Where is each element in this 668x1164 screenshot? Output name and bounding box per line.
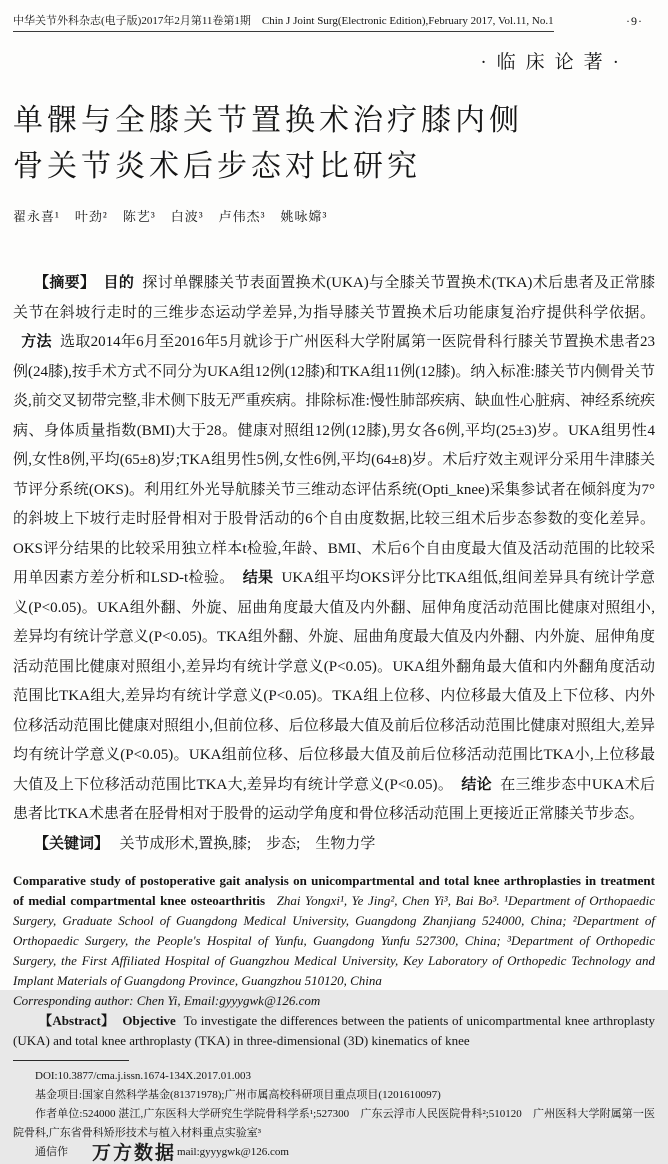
english-title: Comparative study of postoperative gait analysis on unicompartmental and total knee arthroplasties in treatment of medial compartmental knee osteoarthritis — [13, 873, 655, 908]
results-text: UKA组平均OKS评分比TKA组低,组间差异具有统计学意义(P<0.05)。UKA组外翻、外旋、屈曲角度最大值及内外翻、屈伸角度活动范围比健康对照组小,差异均有统计学意义(P<0.05)。TKA组外翻、外旋、屈曲角度最大值及内外翻、内外旋、屈伸角度活动范围比健康对照组小,差异均有统计学意义(P<0.05)。UKA组外翻角最大值和内外翻角度活动范围比TKA组大,差异均有统计学意义(P<0.05)。TKA组上位移、内位移最大值及上下位移、内外位移活动范围比健康对照组小,但前位移、后位移最大值及前后位移活动范围比健康对照组大,差异均有统计学意义(P<0.05)。UKA组前位移、后位移最大值及前后位移活动范围比TKA小,上位移最大值及上下位移活动范围比TKA大,差异均有统计学意义(P<0.05)。 — [13, 570, 655, 793]
english-affiliations: ¹Department of Orthopaedic Surgery, Graduate School of Guangdong Medical University, Guangdong Zhanjiang 524000, China; ²Department of Orthopaedic Surgery, the People's Hospital of Yunfu, Guangdong Yunfu 527300, China; ³Department of Orthopedic Surgery, the First Affiliated Hospital of Guangzhou Medical University, Key Laboratory of Orthopedic Technology and Implant Materials of Guangdong Province, Guangzhou 510120, China — [13, 893, 655, 988]
fund-line: 基金项目:国家自然科学基金(81371978);广州市属高校科研项目重点项目(1201610097) — [35, 1089, 441, 1101]
keywords-label: 【关键词】 — [34, 835, 110, 852]
conclusion-text: 在三维步态中UKA术后患者比TKA术患者在胫骨相对于股骨的运动学角度和骨位移活动范围上更接近正常膝关节步态。 — [13, 776, 655, 822]
chinese-abstract — [13, 269, 655, 830]
author: 姚咏嫦³ — [280, 209, 328, 224]
english-block — [13, 871, 655, 1051]
corresponding-prefix: 通信作 — [35, 1146, 68, 1158]
abstract-label: 【摘要】 — [34, 275, 96, 291]
results-label: 结果 — [242, 570, 274, 586]
english-objective-label: Objective — [122, 1013, 176, 1028]
conclusion-label: 结论 — [461, 776, 492, 793]
english-authors: Zhai Yongxi¹, Ye Jing², Chen Yi³, Bai Bo³. — [276, 893, 500, 908]
objective-label: 目的 — [103, 275, 135, 291]
corresponding-contact-line — [13, 1143, 655, 1163]
objective-text: 探讨单髁膝关节表面置换术(UKA)与全膝关节置换术(TKA)术后患者及正常膝关节在斜坡行走时的三维步态运动学差异,为指导膝关节置换术后功能康复治疗提供科学依据。 — [13, 275, 655, 321]
article-title-line-2: 骨关节炎术后步态对比研究 — [13, 150, 421, 183]
methods-label: 方法 — [21, 334, 52, 350]
section-label: ·临床论著· — [480, 52, 629, 73]
keywords-line — [13, 830, 655, 860]
page-number: ·9· — [626, 14, 643, 28]
author: 叶劲² — [74, 209, 108, 224]
page-header — [13, 14, 655, 32]
doi-line: DOI:10.3877/cma.j.issn.1674-134X.2017.01.003 — [35, 1070, 252, 1082]
article-title-line-1: 单髁与全膝关节置换术治疗膝内侧 — [13, 104, 523, 137]
author: 卢伟杰³ — [218, 209, 266, 224]
english-abstract-label: 【Abstract】 — [39, 1013, 115, 1028]
corresponding-author-line: Corresponding author: Chen Yi, Email:gyyygwk@126.com — [13, 993, 321, 1008]
wanfang-watermark: 万方数据 — [92, 1143, 177, 1164]
authors-row — [13, 206, 655, 225]
footnote-divider — [13, 1060, 129, 1061]
footnotes-block — [13, 1067, 655, 1163]
article-title — [13, 98, 655, 190]
english-abstract-text: To investigate the differences between the patients of unicompartmental knee arthroplasty (UKA) and total knee arthroplasty (TKA) in three-dimensional (3D) kinematics of knee — [13, 1013, 655, 1048]
english-citation — [13, 871, 655, 991]
author-affiliation-line: 作者单位:524000 湛江,广东医科大学研究生学院骨科学系¹;527300 广东云浮市人民医院骨科²;510120 广州医科大学附属第一医院骨科,广东省骨科矫形技术与植入材料重点实验室³ — [13, 1108, 655, 1139]
author: 白波³ — [170, 209, 204, 224]
english-abstract — [13, 1011, 655, 1051]
author: 陈艺³ — [122, 209, 156, 224]
author: 翟永喜¹ — [13, 209, 60, 224]
keywords-text: 关节成形术,置换,膝; 步态; 生物力学 — [119, 835, 376, 852]
journal-citation-line: 中华关节外科杂志(电子版)2017年2月第11卷第1期 Chin J Joint Surg(Electronic Edition),February 2017, Vol.11, No.1 — [13, 14, 554, 32]
corresponding-suffix: mail:gyyygwk@126.com — [177, 1146, 289, 1158]
methods-text: 选取2014年6月至2016年5月就诊于广州医科大学附属第一医院骨科行膝关节置换术患者23例(24膝),按手术方式不同分为UKA组12例(12膝)和TKA组11例(12膝)。纳入标准:膝关节内侧骨关节炎,前交叉韧带完整,非术侧下肢无严重疾病。排除标准:慢性肺部疾病、缺血性心脏病、神经系统疾病、身体质量指数(BMI)大于28。健康对照组12例(12膝),男女各6例,平均(25±3)岁。UKA组男性4例,女性8例,平均(65±8)岁;TKA组男性5例,女性6例,平均(64±8)岁。术后疗效主观评分采用牛津膝关节评分系统(OKS)。利用红外光导航膝关节三维动态评估系统(Opti_knee)采集参试者在倾斜度为7°的斜坡上下坡行走时胫骨相对于股骨活动的6个自由度数据,比较三组术后步态参数的变化差异。OKS评分结果的比较采用独立样本t检验,年龄、BMI、术后6个自由度最大值及活动范围的比较采用单因素方差分析和LSD-t检验。 — [13, 334, 655, 586]
